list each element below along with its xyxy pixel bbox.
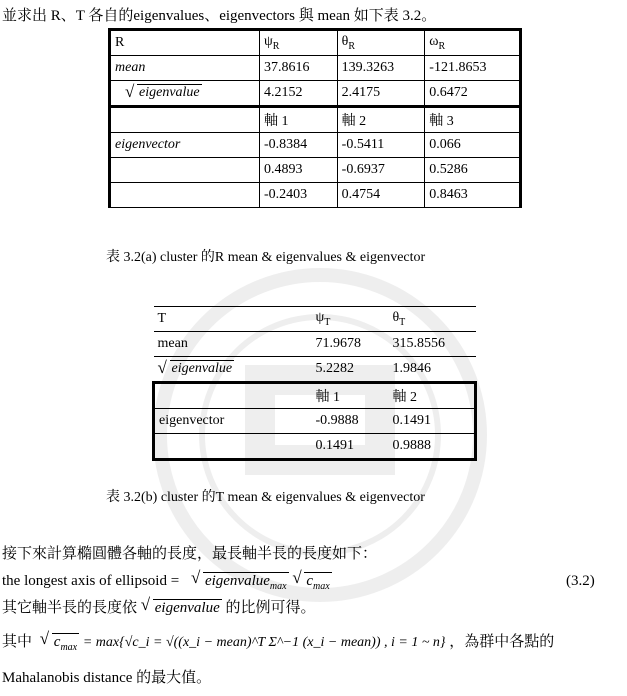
table-cell: -0.2403 [260,183,338,208]
table-row [110,30,521,56]
table-cell: 0.1491 [312,434,389,460]
table-row [110,183,521,208]
equation-number: (3.2) [566,573,595,589]
table-cell [154,357,312,383]
intro-text: 並求出 R、T 各自的eigenvalues、eigenvectors 與 mean 如下表 3.2。 [2,8,437,24]
table-cell [110,81,260,107]
table-cell: -121.8653 [425,56,521,81]
table-cell: eigenvector [154,409,312,434]
table-cell: eigenvector [110,133,260,158]
table-cell: $\psi_T$ [312,307,389,332]
table-cell: mean [110,56,260,81]
table-cell: 0.4893 [260,158,338,183]
sqrt-symbol: √ eigenvalue [158,361,235,377]
table-cell: 37.8616 [260,56,338,81]
table-cell: 0.8463 [425,183,521,208]
equation-3-2: the longest axis of ellipsoid = √ eigenvalue$_{max}$ √ $c_{max}$ [2,571,332,597]
paragraph-3: 其中 √ $c_{max}$ = max{√c_i = √((x_i − mean)^T Σ^−1 (x_i − mean)) , i = 1 ~ n} ，為群中各點的 [2,632,554,658]
table-cell: T [154,307,312,332]
table-row [154,357,476,383]
table-cell: 軸 3 [425,107,521,133]
table-cell: 2.4175 [337,81,425,107]
equation-lhs: the longest axis of ellipsoid = [2,573,183,589]
table-cell [110,158,260,183]
table-cell: 1.9846 [388,357,475,383]
table-cell: 軸 2 [388,383,475,409]
table-cell: -0.6937 [337,158,425,183]
table-cell: 4.2152 [260,81,338,107]
table-row [154,383,476,409]
caption-table-r: 表 3.2(a) cluster 的R mean & eigenvalues & eigenvector [106,250,426,265]
paragraph-1: 接下來計算橢圓體各軸的長度，最長軸半長的長度如下： [2,546,378,562]
table-cell: -0.8384 [260,133,338,158]
table-cell: 軸 1 [312,383,389,409]
table-cell [110,183,260,208]
table-cell: 軸 1 [260,107,338,133]
table-cell: 0.6472 [425,81,521,107]
table-row [110,56,521,81]
table-cell: $\theta_R$ [337,30,425,56]
table-cell: R [110,30,260,56]
table-cell: $\omega_R$ [425,30,521,56]
table-row [154,409,476,434]
table-cell: 139.3263 [337,56,425,81]
table-row [110,81,521,107]
paragraph-2: 其它軸半長的長度依 √ eigenvalue 的比例可得。 [2,598,316,618]
table-row [154,434,476,460]
table-cell: 0.9888 [388,434,475,460]
table-cell: $\theta_T$ [388,307,475,332]
table-cell: 71.9678 [312,332,389,357]
table-cell: 0.5286 [425,158,521,183]
table-cell: $\psi_R$ [260,30,338,56]
formula-max-mahalanobis: = max{√c_i = √((x_i − mean)^T Σ^−1 (x_i − mean)) , i = 1 ~ n} [82,635,446,650]
paragraph-4: Mahalanobis distance 的最大值。 [2,670,212,686]
table-cell: 315.8556 [388,332,475,357]
table-cell [110,107,260,133]
table-row [154,307,476,332]
table-cell: -0.5411 [337,133,425,158]
table-cell: -0.9888 [312,409,389,434]
table-cell: 0.066 [425,133,521,158]
table-r [108,28,522,208]
table-cell: 0.4754 [337,183,425,208]
table-row [110,133,521,158]
table-t [152,306,477,461]
caption-table-t: 表 3.2(b) cluster 的T mean & eigenvalues & eigenvector [106,490,425,505]
table-row [110,158,521,183]
table-row [154,332,476,357]
table-cell: 0.1491 [388,409,475,434]
sqrt-symbol: √ eigenvalue [125,85,202,101]
table-cell: mean [154,332,312,357]
table-cell: 5.2282 [312,357,389,383]
table-cell: 軸 2 [337,107,425,133]
table-row [110,107,521,133]
table-cell [154,383,312,409]
table-cell [154,434,312,460]
